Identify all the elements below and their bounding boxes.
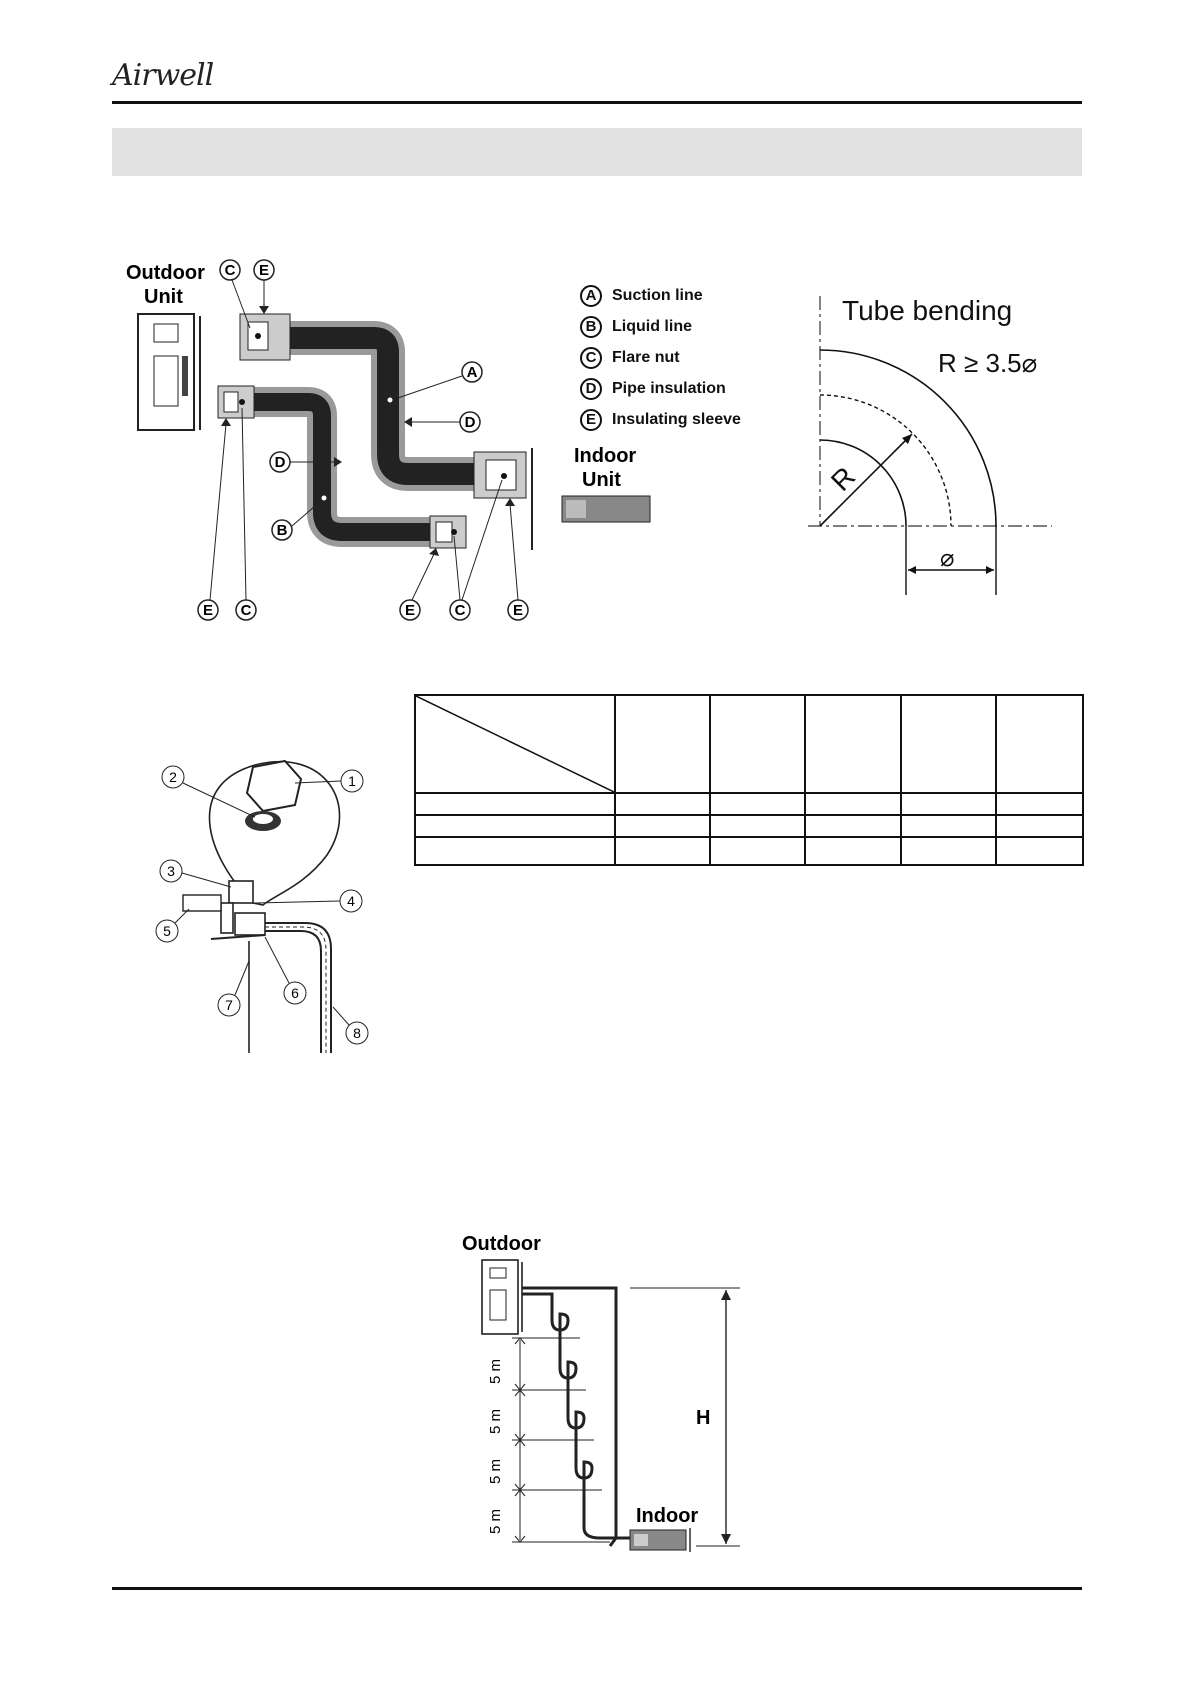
table-cell	[415, 815, 615, 837]
indoor-label-2: Unit	[582, 469, 621, 491]
diagonal-header-cell	[415, 695, 615, 793]
callout-c-bottom-2: C	[454, 602, 466, 619]
table-cell	[415, 837, 615, 865]
table-cell	[805, 815, 900, 837]
indoor-label-1: Indoor	[574, 445, 637, 467]
legend-item	[580, 342, 741, 373]
legend-text: Pipe insulation	[612, 379, 726, 397]
legend-item	[580, 373, 741, 404]
table-header-row	[415, 695, 1083, 793]
outdoor-label-1: Outdoor	[126, 262, 205, 284]
outdoor-heading: Outdoor	[462, 1233, 541, 1255]
height-difference-diagram	[460, 1228, 760, 1568]
pipe-spec-table	[414, 694, 1084, 866]
legend-text: Liquid line	[612, 317, 692, 335]
table-cell	[901, 793, 996, 815]
segment-label-1: 5 m	[487, 1358, 504, 1384]
callout-b: B	[276, 522, 288, 539]
valve-part-7: 7	[225, 997, 233, 1013]
legend-item	[580, 404, 741, 435]
valve-part-8: 8	[353, 1025, 361, 1041]
legend-item	[580, 311, 741, 342]
tube-bending-diagram	[800, 290, 1060, 600]
table-row	[415, 793, 1083, 815]
flare-nut-suction-indoor	[474, 452, 526, 498]
table-cell	[710, 793, 805, 815]
outdoor-label-2: Unit	[144, 286, 183, 308]
service-valve-diagram	[145, 745, 385, 1055]
table-cell	[996, 815, 1083, 837]
indoor-heading: Indoor	[636, 1505, 699, 1527]
flare-nut-liquid-indoor	[430, 516, 466, 548]
table-cell	[615, 793, 710, 815]
diameter-label: ⌀	[940, 545, 955, 572]
table-cell	[901, 837, 996, 865]
outdoor-unit-icon	[138, 314, 200, 430]
valve-part-3: 3	[167, 863, 175, 879]
valve-cap	[247, 761, 301, 811]
table-cell	[615, 815, 710, 837]
legend-text: Flare nut	[612, 348, 680, 366]
table-cell	[996, 695, 1083, 793]
legend-letter: D	[580, 378, 602, 400]
callout-e-bottom-3: E	[512, 602, 524, 619]
table-cell	[996, 793, 1083, 815]
pipe-legend	[580, 280, 741, 435]
header-rule	[112, 101, 1082, 104]
segment-label-4: 5 m	[487, 1508, 504, 1534]
table-cell	[805, 695, 900, 793]
brand-logo: Airwell	[112, 58, 214, 93]
table-cell	[415, 793, 615, 815]
footer-rule	[112, 1587, 1082, 1590]
table-row	[415, 837, 1083, 865]
segment-label-3: 5 m	[487, 1458, 504, 1484]
legend-letter: E	[580, 409, 602, 431]
valve-part-2: 2	[169, 769, 177, 785]
table-row	[415, 815, 1083, 837]
valve-part-6: 6	[291, 985, 299, 1001]
radius-label: R	[824, 460, 862, 497]
valve-part-5: 5	[163, 923, 171, 939]
legend-letter: C	[580, 347, 602, 369]
legend-text: Suction line	[612, 286, 703, 304]
legend-letter: B	[580, 316, 602, 338]
segment-label-2: 5 m	[487, 1408, 504, 1434]
legend-letter: A	[580, 285, 602, 307]
callout-e-bottom-2: E	[404, 602, 416, 619]
callout-e-top: E	[258, 262, 270, 279]
callout-c-top: C	[224, 262, 236, 279]
callout-c-bottom-1: C	[240, 602, 252, 619]
legend-text: Insulating sleeve	[612, 410, 741, 428]
legend-item	[580, 280, 741, 311]
table-cell	[710, 815, 805, 837]
callout-d-left: D	[274, 454, 286, 471]
table-cell	[805, 793, 900, 815]
table-cell	[710, 837, 805, 865]
table-cell	[996, 837, 1083, 865]
table-cell	[710, 695, 805, 793]
outdoor-unit-icon	[482, 1260, 522, 1334]
flare-nut-liquid-outdoor	[218, 386, 254, 418]
table-cell	[901, 815, 996, 837]
table-cell	[615, 837, 710, 865]
liquid-pipe-with-oil-traps	[522, 1294, 636, 1538]
bend-radius-formula: R ≥ 3.5⌀	[938, 348, 1038, 378]
height-label: H	[696, 1407, 711, 1429]
callout-a: A	[466, 364, 478, 381]
table-cell	[615, 695, 710, 793]
section-title-band	[112, 128, 1082, 176]
table-cell	[901, 695, 996, 793]
valve-part-4: 4	[347, 893, 355, 909]
valve-part-1: 1	[348, 773, 356, 789]
tube-bending-title: Tube bending	[842, 295, 1013, 326]
callout-d-right: D	[464, 414, 476, 431]
table-cell	[805, 837, 900, 865]
callout-e-bottom-1: E	[202, 602, 214, 619]
